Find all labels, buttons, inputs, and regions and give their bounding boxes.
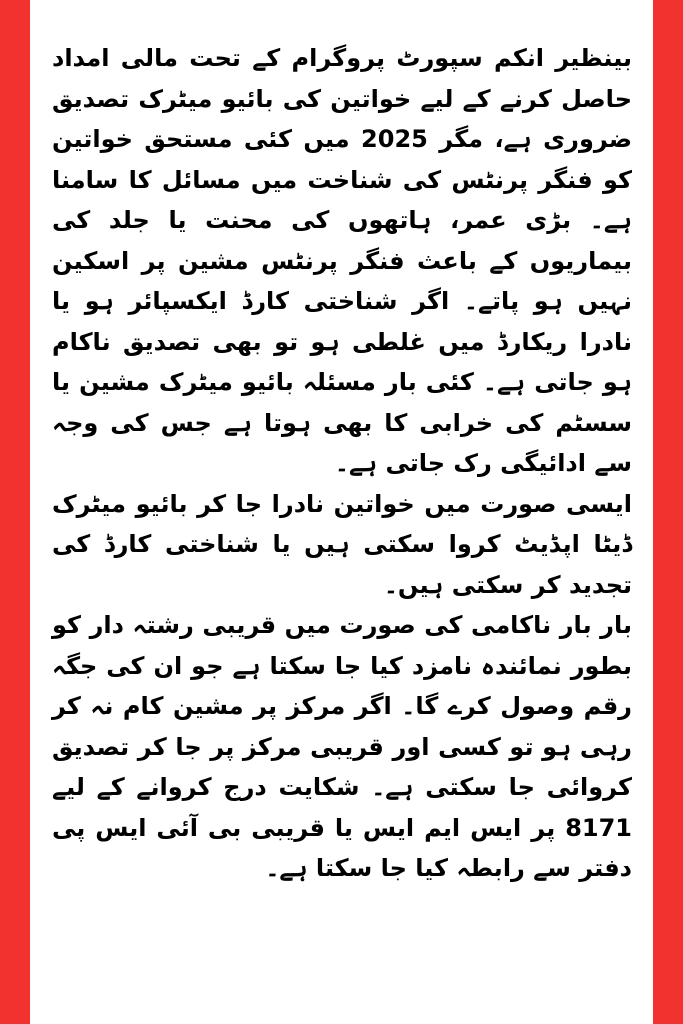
right-red-border (653, 0, 683, 1024)
left-red-border (0, 0, 30, 1024)
paragraph-alternatives: بار بار ناکامی کی صورت میں قریبی رشتہ دار کو بطور نمائندہ نامزد کیا جا سکتا ہے جو ان کی جگہ رقم وصول کرے گا۔ اگر مرکز پر مشین کام نہ کر رہی ہو تو کسی اور قریبی مرکز پر جا کر تصدیق کروائی جا سکتی ہے۔ شکایت درج کروانے کے لیے 8171 پر ایس ایم ایس یا قریبی بی آئی ایس پی دفتر سے رابطہ کیا جا سکتا ہے۔ (52, 611, 632, 882)
article-body (52, 38, 632, 889)
paragraph-biometric-issues: بینظیر انکم سپورٹ پروگرام کے تحت مالی امداد حاصل کرنے کے لیے خواتین کی بائیو میٹرک تصدیق ضروری ہے، مگر 2025 میں کئی مستحق خواتین کو فنگر پرنٹس کی شناخت میں مسائل کا سامنا ہے۔ بڑی عمر، ہاتھوں کی محنت یا جلد کی بیماریوں کے باعث فنگر پرنٹس مشین پر اسکین نہیں ہو پاتے۔ اگر شناختی کارڈ ایکسپائر ہو یا نادرا ریکارڈ میں غلطی ہو تو بھی تصدیق ناکام ہو جاتی ہے۔ کئی بار مسئلہ بائیو میٹرک مشین یا سسٹم کی خرابی کا بھی ہوتا ہے جس کی وجہ سے ادائیگی رک جاتی ہے۔ (52, 44, 633, 477)
paragraph-nadra-update: ایسی صورت میں خواتین نادرا جا کر بائیو میٹرک ڈیٹا اپڈیٹ کروا سکتی ہیں یا شناختی کارڈ کی تجدید کر سکتی ہیں۔ (52, 489, 632, 599)
